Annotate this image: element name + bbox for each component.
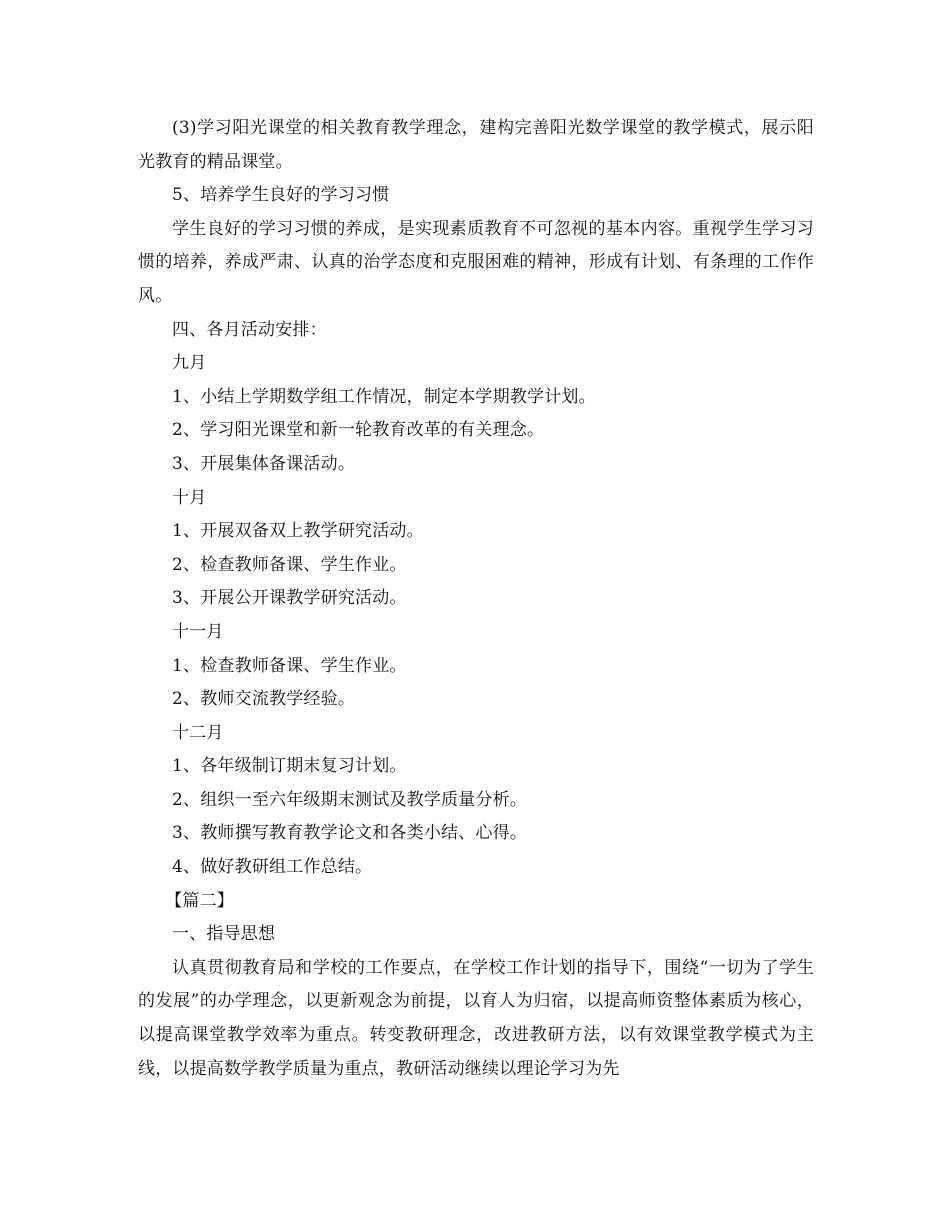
list-item: 4、做好教研组工作总结。 [172,857,373,878]
list-item: 3、开展集体备课活动。 [172,453,356,474]
list-item: 1、开展双备双上教学研究活动。 [172,521,424,542]
list-item: 2、学习阳光课堂和新一轮教育改革的有关理念。 [172,420,545,441]
month-september: 九月 [172,353,207,374]
heading-monthly-schedule: 四、各月活动安排： [172,319,327,340]
heading-habits: 5、培养学生良好的学习习惯 [172,185,390,206]
list-item: 2、组织一至六年级期末测试及教学质量分析。 [172,789,528,810]
list-item: 1、小结上学期数学组工作情况，制定本学期教学计划。 [172,386,596,407]
month-october: 十月 [172,487,207,508]
month-november: 十一月 [172,621,224,642]
section-title-part-two: 【篇二】 [165,890,234,911]
list-item: 2、教师交流教学经验。 [172,689,356,710]
paragraph-guiding-ideology: 认真贯彻教育局和学校的工作要点，在学校工作计划的指导下，围绕“一切为了学生的发展”的办学理念，以更新观念为前提，以育人为归宿，以提高师资整体素质为核心，以提高课堂教学效率为重点。转变教研理念，改进教研方法，以有效课堂教学模式为主线，以提高数学教学质量为重点，教研活动继续以理论学习为先 [138,957,814,1079]
list-item: 2、检查教师备课、学生作业。 [172,554,407,575]
month-december: 十二月 [172,722,224,743]
list-item: 1、各年级制订期末复习计划。 [172,756,407,777]
list-item: 3、教师撰写教育教学论文和各类小结、心得。 [172,823,528,844]
paragraph-habits: 学生良好的学习习惯的养成，是实现素质教育不可忽视的基本内容。重视学生学习习惯的培养，养成严肃、认真的治学态度和克服困难的精神，形成有计划、有条理的工作作风。 [138,218,814,306]
list-item: 3、开展公开课教学研究活动。 [172,588,407,609]
list-item: 1、检查教师备课、学生作业。 [172,655,407,676]
document-body [138,112,814,1086]
paragraph-goal-3: (3)学习阳光课堂的相关教育教学理念，建构完善阳光数学课堂的教学模式，展示阳光教育的精品课堂。 [138,118,814,172]
heading-guiding-ideology: 一、指导思想 [172,924,276,945]
